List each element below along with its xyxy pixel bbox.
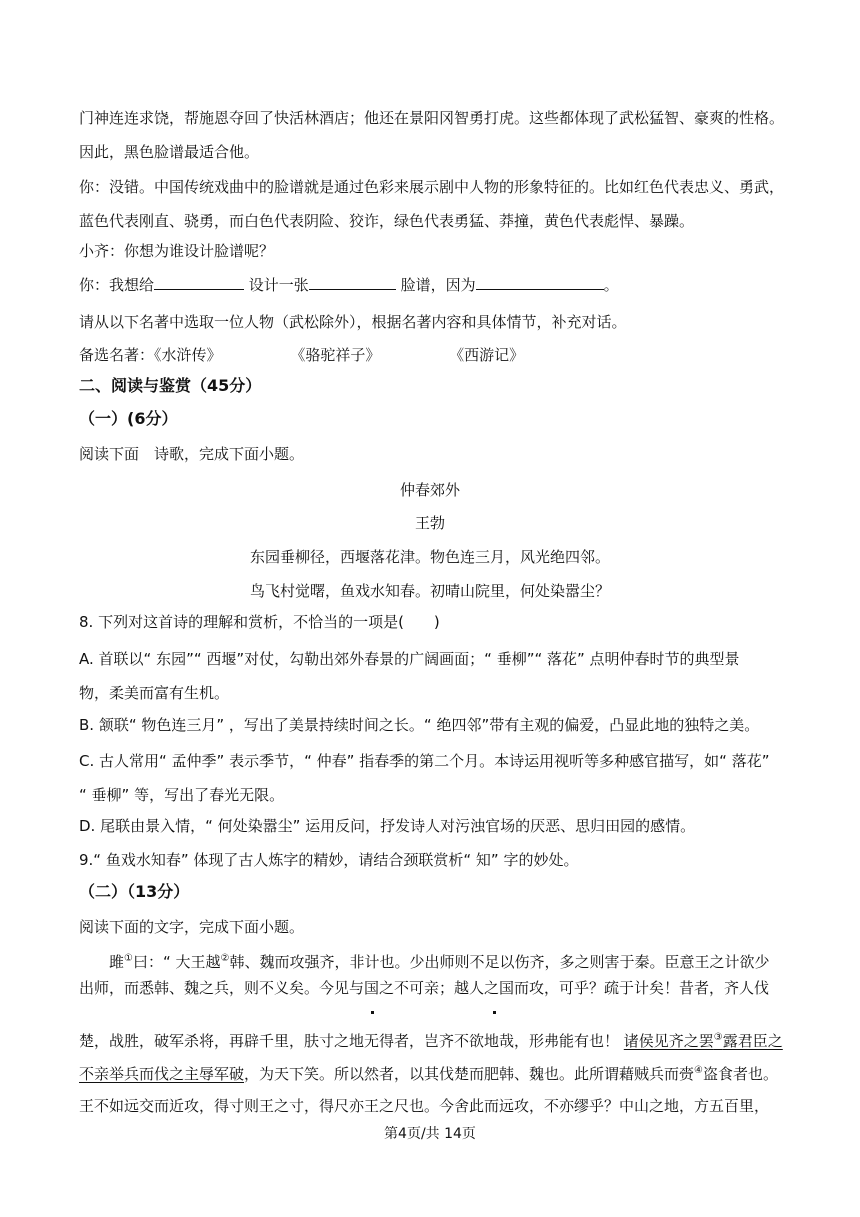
passage-text: ，为天下笑。所以然者，以其伐楚而肥韩、魏也。此所谓藉贼兵而赍: [244, 1065, 695, 1083]
question-stem: 9.“ 鱼戏水知春” 体现了古人炼字的精妙，请结合颈联赏析“ 知” 字的妙处。: [79, 851, 579, 869]
footnote-mark: ④: [694, 1065, 703, 1076]
fill-text: 。: [603, 276, 619, 294]
book-options: [79, 345, 800, 365]
option-a-cont: 物，柔美而富有生机。: [79, 684, 230, 702]
footnote-mark: ③: [713, 1032, 723, 1043]
book-option: 《骆驼祥子》: [290, 346, 381, 364]
option-d: D. 尾联由景入情，“ 何处染嚣尘” 运用反问，抒发诗人对污浊官场的厌恶、思归田园的感情。: [79, 817, 696, 835]
part-intro: 阅读下面 诗歌，完成下面小题。: [79, 445, 305, 463]
section-heading: 二、阅读与鉴赏（45分）: [79, 376, 262, 395]
question-stem: 8. 下列对这首诗的理解和赏析，不恰当的一项是( ): [79, 613, 440, 631]
passage-line: 出师，而悉韩、魏之兵，则不义矣。今见与国之不可亲；越人之国而攻，可乎？疏于计矣！昔者，齐人伐: [79, 979, 770, 997]
option-b: B. 颔联“ 物色连三月” ，写出了美景持续时间之长。“ 绝四邻”带有主观的偏爱，凸显此地的独特之美。: [79, 716, 760, 734]
underlined-sentence: [624, 1032, 783, 1050]
books-label: 备选名著：: [79, 346, 155, 364]
option-c: C. 古人常用“ 孟仲季” 表示季节，“ 仲春” 指春季的第二个月。本诗运用视听等多种感官描写，如“ 落花”: [79, 752, 770, 770]
fill-in-sentence: [79, 275, 800, 295]
passage-text: 曰：“ 大王越: [132, 953, 221, 971]
book-option: 《水浒传》: [154, 346, 222, 364]
passage-line: [79, 1031, 800, 1051]
emphasis-dot: [493, 1011, 496, 1014]
option-a: A. 首联以“ 东园”“ 西堰”对仗，勾勒出郊外春景的广阔画面；“ 垂柳”“ 落花” 点明仲春时节的典型景: [79, 650, 740, 668]
poem-author: 王勃: [414, 514, 445, 532]
passage-text: 盗食者也。: [703, 1065, 779, 1083]
passage-line: 王不如远交而近攻，得寸则王之寸，得尺亦王之尺也。今舍此而远攻，不亦缪乎？中山之地，方五百里，: [79, 1097, 770, 1115]
part-intro: 阅读下面的文字，完成下面小题。: [79, 918, 305, 936]
poem-line: 东园垂柳径，西堰落花津。物色连三月，风光绝四邻。: [249, 548, 610, 566]
passage-text: 韩、魏而攻强齐，非计也。少出师则不足以伤齐，多之则害于秦。臣意王之计欲少: [229, 953, 770, 971]
passage-text: 露君臣之: [722, 1032, 783, 1050]
blank-reason[interactable]: [476, 275, 604, 290]
blank-character[interactable]: [154, 275, 244, 290]
fill-text: 你：我想给: [79, 276, 155, 294]
passage-text: 楚，战胜，破军杀将，再辟千里，肤寸之地无得者，岂齐不欲地哉，形弗能有也！: [79, 1032, 624, 1050]
underlined-sentence: 不亲举兵而伐之主辱军破: [79, 1065, 245, 1083]
fill-text: 脸谱，因为: [400, 276, 476, 294]
part-heading: （二）（13分）: [79, 882, 190, 901]
poem-line: 鸟飞村觉曙，鱼戏水知春。初晴山院里，何处染嚣尘？: [249, 582, 610, 600]
page-number: 第4页/共 14页: [384, 1126, 476, 1142]
blank-face-color[interactable]: [309, 275, 396, 290]
passage-text: 雎: [109, 953, 125, 971]
dialogue-line: 小齐：你想为谁设计脸谱呢？: [79, 242, 275, 260]
fill-text: 设计一张: [248, 276, 309, 294]
dialogue-line: 因此，黑色脸谱最适合他。: [79, 143, 260, 161]
instruction: 请从以下名著中选取一位人物（武松除外），根据名著内容和具体情节，补充对话。: [79, 313, 627, 331]
poem-title: 仲春郊外: [399, 481, 460, 499]
option-c-cont: “ 垂柳” 等，写出了春光无限。: [79, 786, 285, 804]
emphasis-dot: [371, 1011, 374, 1014]
footnote-mark: ②: [220, 953, 230, 964]
dialogue-line: 你：没错。中国传统戏曲中的脸谱就是通过色彩来展示剧中人物的形象特征的。比如红色代表忠义、勇武，: [79, 178, 785, 196]
book-option: 《西游记》: [449, 346, 525, 364]
part-heading: （一）(6分）: [79, 409, 178, 428]
passage-text: 诸侯见齐之罢: [623, 1032, 714, 1050]
passage-line: [109, 952, 800, 972]
dialogue-line: 门神连连求饶，帮施恩夺回了快活林酒店；他还在景阳冈智勇打虎。这些都体现了武松猛智、豪爽的性格。: [79, 109, 785, 127]
dialogue-line: 蓝色代表刚直、骁勇，而白色代表阴险、狡诈，绿色代表勇猛、莽撞，黄色代表彪悍、暴躁。: [79, 212, 695, 230]
footnote-mark: ①: [124, 953, 133, 964]
passage-line: [79, 1064, 800, 1084]
